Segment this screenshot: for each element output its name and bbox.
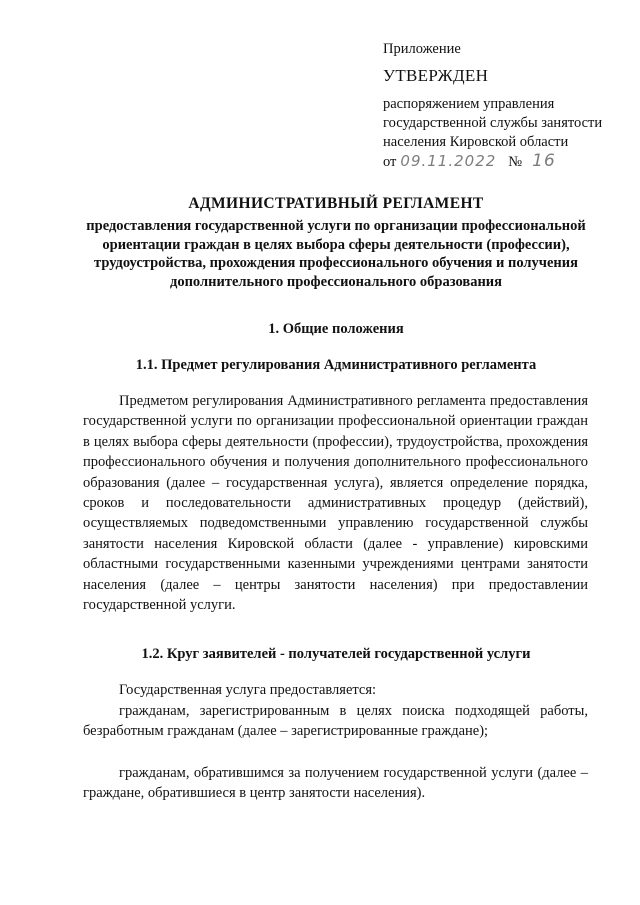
document-subtitle: предоставления государственной услуги по организации профессиональной ориентации граждан в целях выбора сферы деятельности (профессии), трудоустройства, прохождения профессионального обучения и получения дополнительного профессионального образования [86, 218, 586, 290]
paragraph-intro-text: Государственная услуга предоставляется: [119, 682, 377, 698]
handwritten-date: 09.11.2022 [400, 152, 497, 170]
list-item-applied [83, 763, 588, 804]
section-heading-applicants: 1.2. Круг заявителей - получателей государственной услуги [141, 646, 531, 662]
handwritten-number: 16 [532, 151, 556, 171]
approved-label: УТВЕРЖДЕН [383, 66, 489, 85]
approval-block [383, 40, 623, 172]
paragraph-intro [83, 680, 588, 700]
date-number-line [383, 152, 623, 172]
section-heading-subject: 1.1. Предмет регулирования Административного регламента [135, 357, 537, 373]
paragraph-subject-text: Предметом регулирования Административного регламента предоставления государственной услуги по организации профессиональной ориентации граждан в целях выбора сферы деятельности (профессии), трудоустройства, прохождения профессионального обучения и получения дополнительного профессионального образования (далее – государственная услуга), является определение порядка, сроков и последовательности административных процедур (действий), осуществляемых подведомственными управлению государственной службы занятости населения Кировской области (далее - управление) кировскими областными государственными казенными учреждениями центрами занятости населения (далее – центры занятости населения) при предоставлении государственной услуги. [83, 393, 588, 614]
date-prefix: от [383, 154, 397, 170]
list-item-applied-text: гражданам, обратившимся за получением государственной услуги (далее – граждане, обратившиеся в центр занятости населения). [83, 765, 588, 802]
list-item-registered [83, 701, 588, 742]
section-heading-general: 1. Общие положения [268, 321, 404, 337]
document-title-block [80, 195, 592, 291]
paragraph-subject [83, 391, 588, 615]
appendix-label: Приложение [383, 41, 461, 57]
order-text: распоряжением управления государственной службы занятости населения Кировской области [383, 96, 603, 150]
document-title: АДМИНИСТРАТИВНЫЙ РЕГЛАМЕНТ [188, 195, 484, 212]
list-item-registered-text: гражданам, зарегистрированным в целях поиска подходящей работы, безработным гражданам (далее – зарегистрированные граждане); [83, 703, 588, 740]
number-label: № [508, 154, 523, 170]
